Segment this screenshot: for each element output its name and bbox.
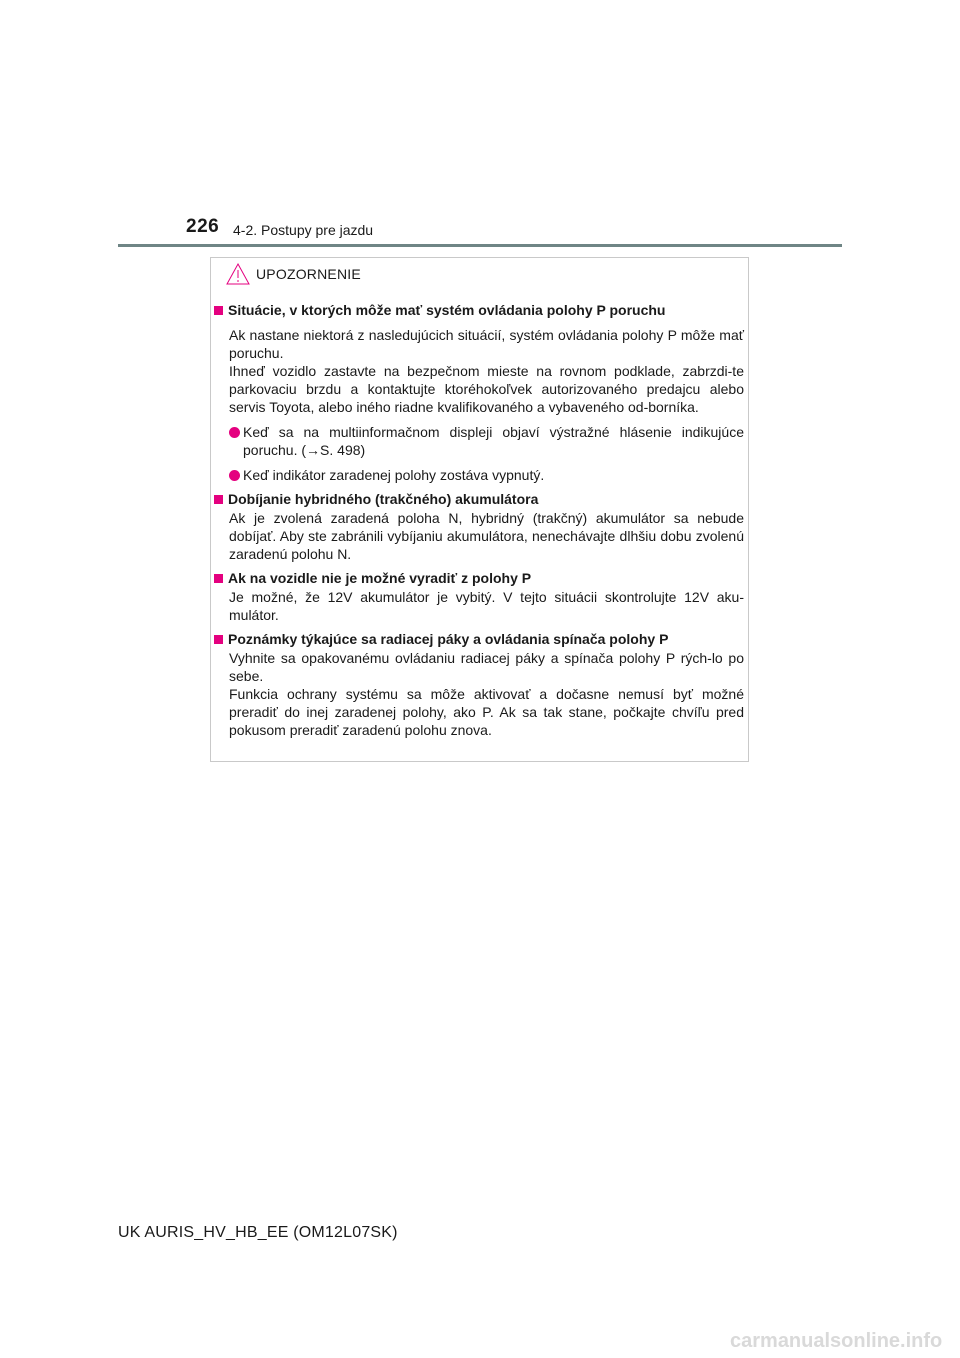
paragraph: Ihneď vozidlo zastavte na bezpečnom mieste na rovnom podklade, zabrzdi-te parkovaciu brzdu a kontaktujte ktoréhokoľvek autorizovaného predajcu alebo servis Toyota, alebo iného riadne kvalifikovaného a vybaveného od-borníka.	[229, 363, 744, 415]
warning-body	[214, 301, 744, 739]
item-title-text: Situácie, v ktorých môže mať systém ovládania polohy P poruchu	[228, 302, 666, 318]
square-bullet-icon	[214, 635, 223, 644]
square-bullet-icon	[214, 574, 223, 583]
square-bullet-icon	[214, 495, 223, 504]
list-item	[229, 466, 744, 484]
square-bullet-icon	[214, 306, 223, 315]
warning-box	[210, 257, 749, 762]
header-rule	[118, 244, 842, 247]
item-title	[214, 569, 744, 588]
paragraph: Funkcia ochrany systému sa môže aktivovať a dočasne nemusí byť možné preradiť do inej zaradenej polohy, ako P. Ak sa tak stane, počkajte chvíľu pred pokusom preradiť zaradenú polohu znova.	[229, 686, 744, 738]
dot-bullet-icon	[229, 427, 240, 438]
section-title: 4-2. Postupy pre jazdu	[233, 222, 374, 238]
paragraph: Je možné, že 12V akumulátor je vybitý. V tejto situácii skontrolujte 12V aku-mulátor.	[229, 589, 744, 623]
paragraph: Vyhnite sa opakovanému ovládaniu radiacej páky a spínača polohy P rých-lo po sebe.	[229, 650, 744, 684]
warning-triangle-icon	[225, 262, 251, 286]
item-title	[214, 630, 744, 649]
warning-label: UPOZORNENIE	[256, 266, 361, 282]
item-title	[214, 301, 744, 320]
item-title-text: Dobíjanie hybridného (trakčného) akumulátora	[228, 491, 539, 507]
paragraph: Ak je zvolená zaradená poloha N, hybridný (trakčný) akumulátor sa nebude dobíjať. Aby ste zabránili vybíjaniu akumulátora, nenechávajte dlhšiu dobu zvolenú zaradenú polohu N.	[229, 510, 744, 562]
page-number: 226	[186, 216, 220, 237]
paragraph: Ak nastane niektorá z nasledujúcich situácií, systém ovládania polohy P môže mať poruchu.	[229, 327, 744, 361]
list-item-text: Keď sa na multiinformačnom displeji objaví výstražné hlásenie indikujúce poruchu. (→S. 498)	[243, 424, 744, 458]
dot-bullet-icon	[229, 470, 240, 481]
manual-code: UK AURIS_HV_HB_EE (OM12L07SK)	[118, 1224, 398, 1241]
warning-header	[225, 262, 361, 286]
watermark: carmanualsonline.info	[730, 1330, 943, 1352]
item-title-text: Ak na vozidle nie je možné vyradiť z polohy P	[228, 570, 532, 586]
list-item	[229, 423, 744, 459]
item-title-text: Poznámky týkajúce sa radiacej páky a ovládania spínača polohy P	[228, 631, 669, 647]
item-title	[214, 490, 744, 509]
list-item-text: Keď indikátor zaradenej polohy zostáva vypnutý.	[243, 467, 545, 483]
